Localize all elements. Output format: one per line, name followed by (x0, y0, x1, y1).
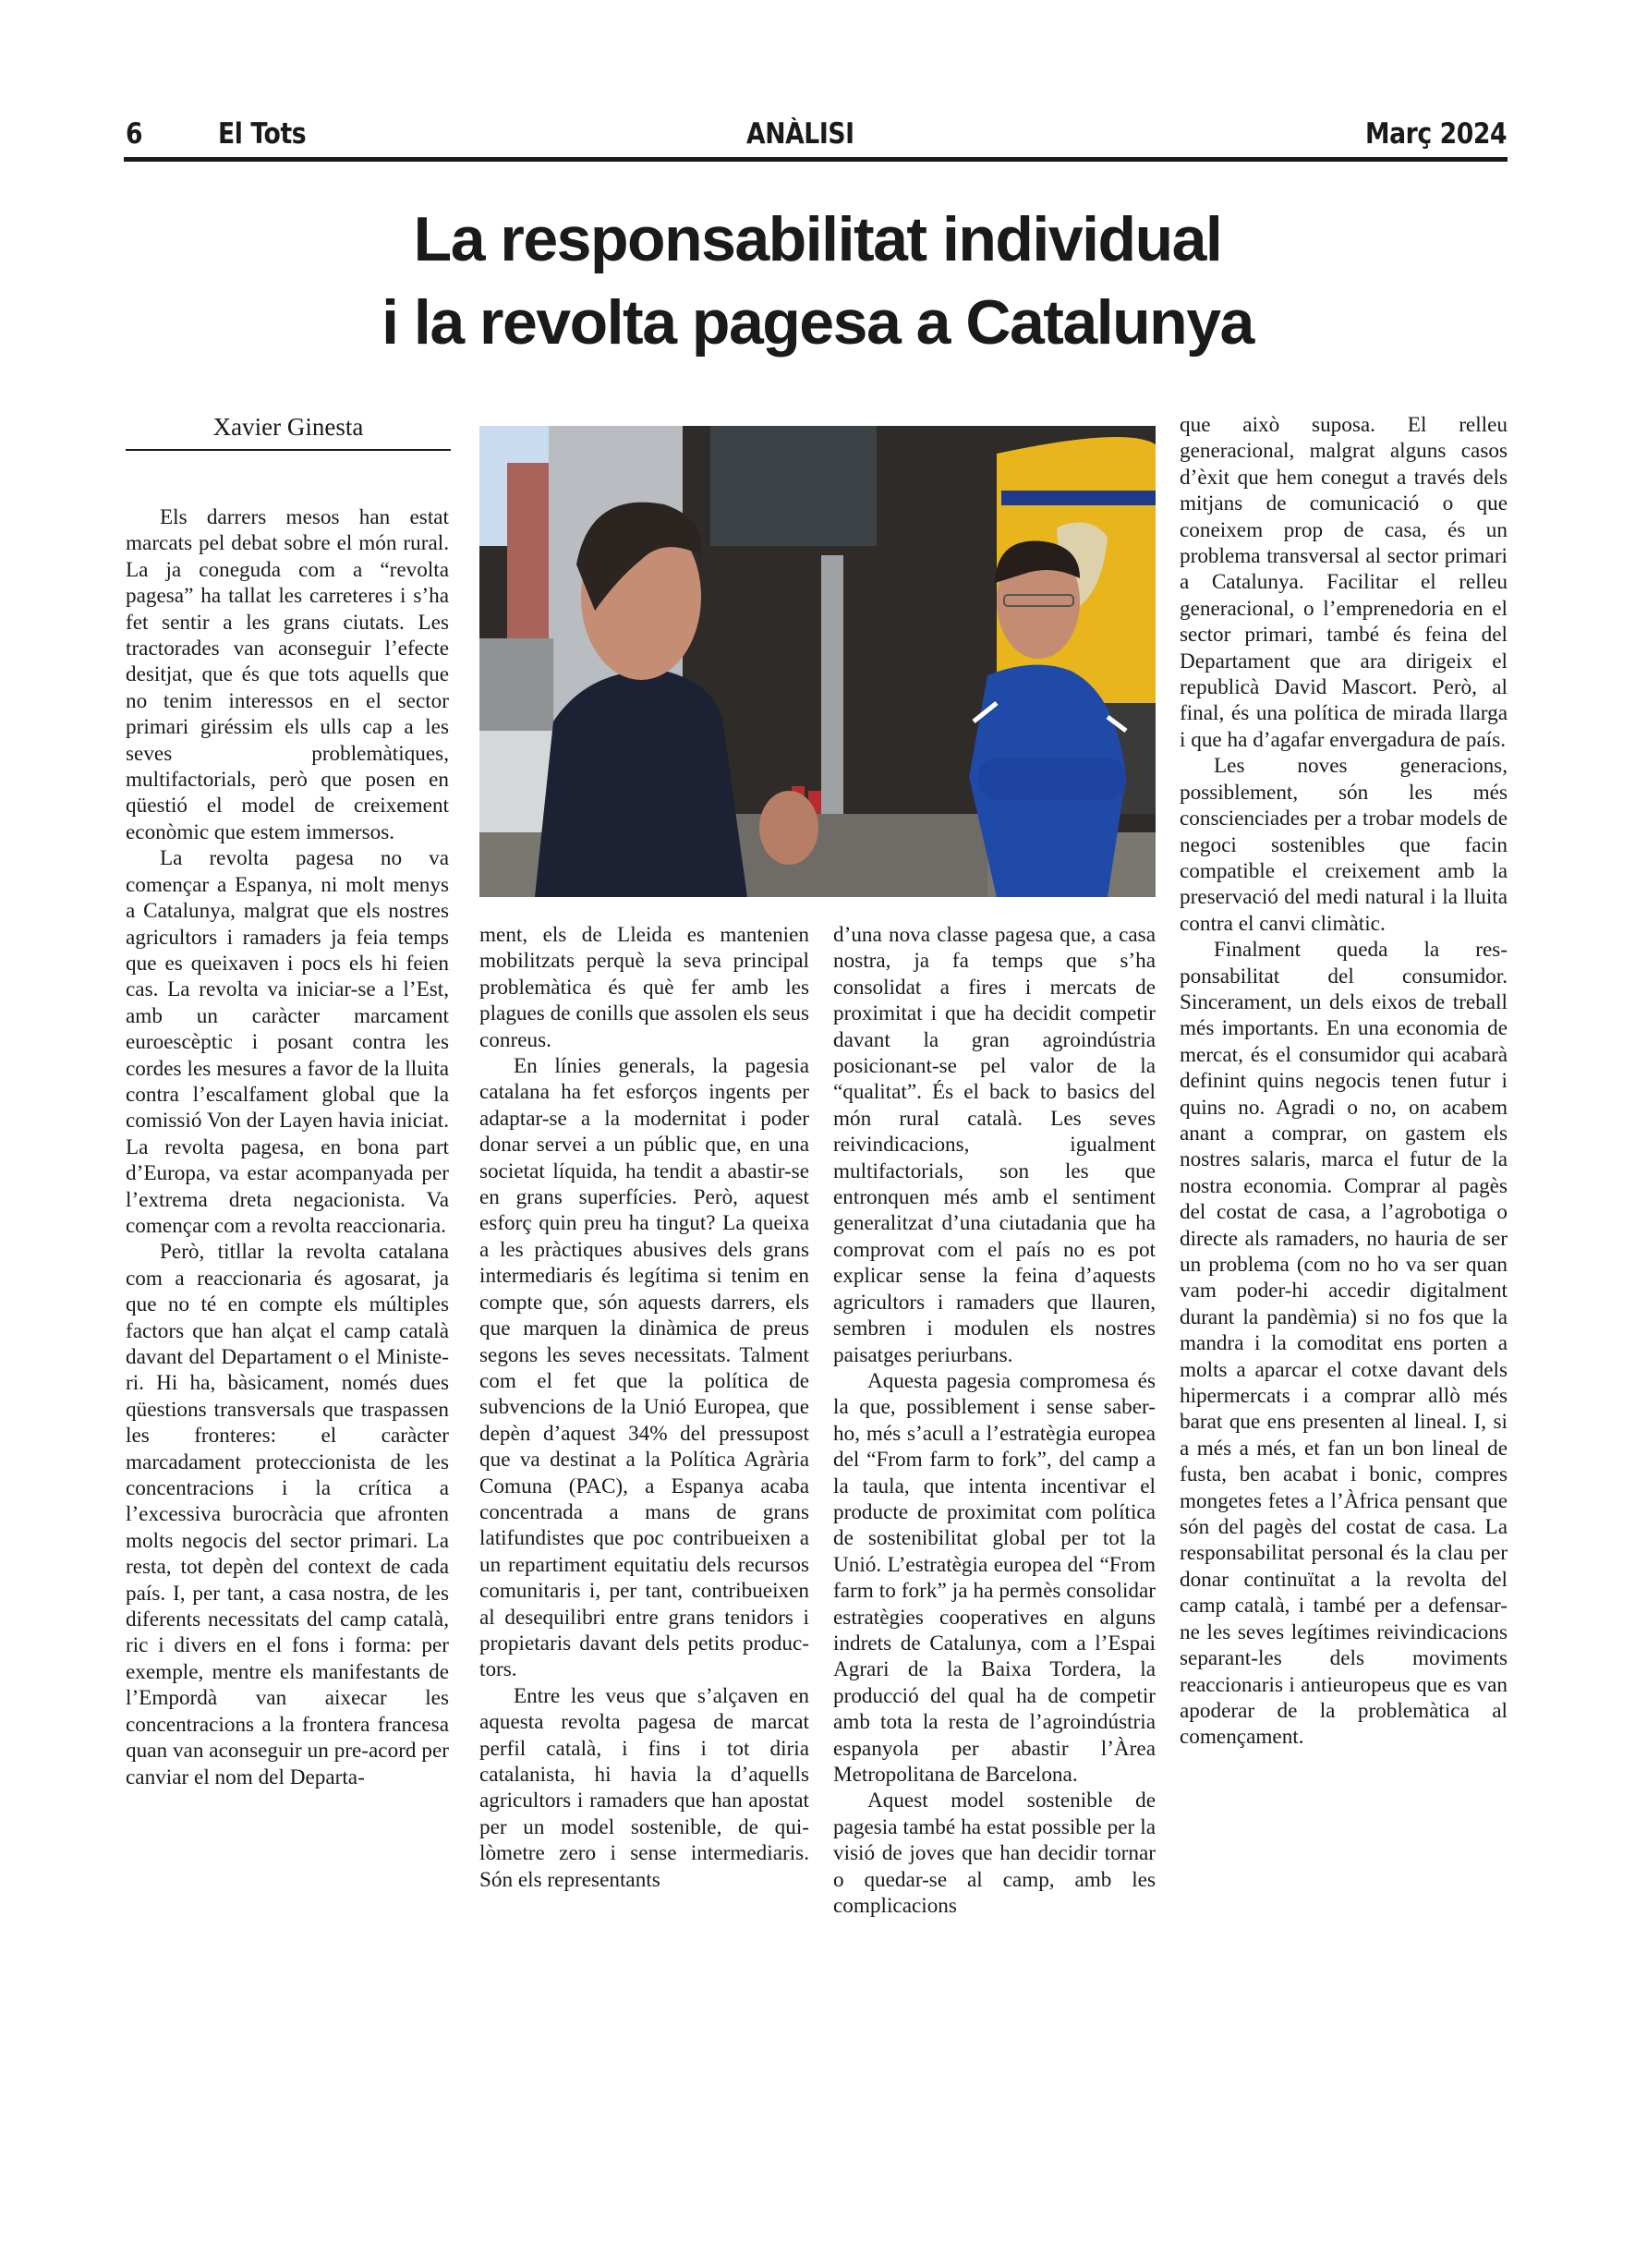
farmers-photo-illustration (479, 426, 1156, 897)
article-title-line-2: i la revolta pagesa a Catalunya (382, 287, 1254, 358)
article-paragraph: Però, titllar la revolta catalana com a reaccionaria és agosarat, ja que no té en compte els múltiples factors que han alçat el camp català davant del Departament o el Ministeri. Hi ha, bàsicament, només dues qüestions transversals que traspassen les fronteres: el caràcter marcadament proteccionista de les concentracions i la crítica a l’excessiva burocràcia que afronten molts negocis del sector primari. La resta, tot depèn del context de cada país. I, per tant, a casa nostra, de les diferents necessitats del camp català, ric i divers en el fons i forma: per exemple, mentre els manifestants de l’Empordà van aixecar les concentracions a la frontera francesa quan van aconseguir un pre-acord per canviar el nom del Departa- (126, 1240, 449, 1789)
article-paragraph: La revolta pagesa no va començar a Espanya, ni molt menys a Catalunya, malgrat que els nostres agricultors i ramaders ja feia temps que es queixaven i pocs els hi feien cas. La revolta va iniciar-se a l’Est, amb un caràcter marcament euroescèptic i posant contra les cordes les mesures a favor de la lluita contra l’escalfament global que la comissió Von der Layen havia iniciat. La revolta pagesa, en bona part d’Europa, va estar acompanyada per l’extrema dreta negacionista. Va començar com a revolta reaccionaria. (126, 846, 449, 1238)
issue-date: Març 2024 (1365, 117, 1508, 151)
byline-rule (126, 449, 451, 451)
photo-man-left-hands (759, 791, 818, 865)
article-paragraph-continued: d’una nova classe pagesa que, a casa nostra, ja fa temps que s’ha consolidat a fires i mercats de proximitat i que ha decidit competir davant la gran agroindústria posicionant-se pel valor de la “qualitat”. És el back to basics del món rural català. Les seves reivindicacions, igualment multifactorials, son les que entronquen més amb el sentiment generalitzat d’una ciutadania que ha comprovat com el país no es pot explicar sense la feina d’aquests agricultors i ramaders que llauren, sembren i modulen els nostres paisatges periurbans. (833, 923, 1156, 1367)
photo-tank-rack (710, 426, 877, 546)
article-column-2 (479, 922, 809, 1893)
article-paragraph: Aquesta pagesia compromesa és la que, possiblement i sense saber-ho, més s’acull a l’estratègia europea del “From farm to fork”, del camp a la taula, que intenta incentivar el producte de proximitat com política de sostenibilitat global per tot la Unió. L’estratègia europea del “From farm to fork” ja ha permès consolidar estratègies cooperatives en alguns indrets de Catalunya, com a l’Espai Agrari de la Baixa Tordera, la producció del qual ha de competir amb tota la resta de l’agroindústria espanyola per abastir l’Àrea Metropolitana de Barcelona. (833, 1368, 1156, 1787)
page-number: 6 (126, 117, 143, 151)
author-byline: Xavier Ginesta (212, 413, 364, 441)
photo-brick-wall (507, 463, 553, 638)
section-label: ANÀLISI (746, 117, 854, 151)
photo-ladder (821, 555, 843, 832)
article-paragraph: Aquest model sostenible de pagesia també ha estat possible per la visió de joves que han decidir tornar o quedar-se al camp, amb les complicacions (833, 1789, 1156, 1919)
article-paragraph: En línies generals, la pagesia catalana ha fet esforços ingents per adaptar-se a la modernitat i poder donar servei a un públic que, en una societat líquida, ha tendit a abastir-se en grans superfícies. Però, aquest esforç quin preu ha tingut? La queixa a les pràctiques abusives dels grans intermediaris és legítima si tenim en compte que, són aquests darrers, els que marquen la dinàmica de preus segons les seves necessitats. Talment com el fet que la política de subvencions de la Unió Europea, que depèn d’aquest 34% del pressupost que va destinat a la Política Agrària Comuna (PAC), a Espanya acaba concentrada a mans de grans latifundistes que poc contribueixen a un repartiment equitatiu dels recursos comunitaris i, per tant, contribueixen al desequilibri entre grans tenidors i propietaris davant dels petits productors. (479, 1054, 809, 1682)
article-paragraph: Finalment queda la responsabilitat del consumidor. Sincerament, un dels eixos de treball més importants. En una economia de mercat, és el consumidor qui acabarà definint quins negocis tenen futur i quins no. Agradi o no, on acabem anant a comprar, on gastem els nostres salaris, marca el futur de la nostra economia. Comprar al pagès del costat de casa, a l’agrobotiga o directe als ramaders, no hauria de ser un problema (com no ho va ser quan vam poder-hi accedir digitalment durant la pandèmia) si no fos que la mandra i la comoditat ens porten a molts a aparcar el cotxe davant dels hipermercats i a comprar allò més barat que ens presenten al lineal. I, si a més a més, et fan un bon lineal de fusta, ben acabat i bonic, compres mongetes fetes a l’Àfrica pensant que són del pagès del costat de casa. La responsabilitat personal és la clau per donar continuïtat a la revolta del camp català, i també per a defensar-ne les seves legítimes reivindicacions separant-les dels moviments reaccionaris i antieuropeus que es van apoderar de la problemàtica al començament. (1180, 938, 1508, 1750)
article-column-1 (126, 504, 449, 1790)
article-column-3 (833, 922, 1156, 1919)
publication-name: El Tots (218, 117, 307, 151)
photo-man-right-arms (978, 758, 1126, 800)
article-paragraph: Els darrers mesos han estat marcats pel debat sobre el món rural. La ja coneguda com a “revolta pagesa” ha tallat les carreteres i s’ha fet sentir a les grans ciutats. Les tractorades van aconseguir l’efecte desitjat, que és que tots aquells que no tenim interessos en el sector primari giréssim els ulls cap a les seves problemàtiques, multifactorials, però que posen en qüestió el model de creixement econòmic que estem immersos. (126, 505, 449, 844)
article-column-4 (1180, 412, 1508, 1751)
article-paragraph: Entre les veus que s’alçaven en aquesta revolta pagesa de marcat perfil català, i fins i tot diria catalanista, hi havia la d’aquells agricultors i ramaders que han apostat per un model sostenible, de quilòmetre zero i sense intermediaris. Són els representants (479, 1683, 809, 1892)
header-rule (124, 157, 1508, 162)
article-paragraph-continued: que això suposa. El relleu generacional, malgrat alguns casos d’èxit que hem conegut a través dels mitjans de comunicació o que coneixem prop de casa, és un problema transversal al sector primari a Catalunya. Facilitar el relleu generacional, o l’emprenedoria en el sector primari, també és feina del Departament que ara dirigeix el republicà David Mascort. Però, al final, és una política de mirada llarga i que ha d’agafar envergadura de país. (1180, 413, 1508, 752)
article-photo (479, 426, 1156, 897)
article-paragraph-continued: ment, els de Lleida es mantenien mobilitzats perquè la seva principal problemàtica és què fer amb les plagues de conills que assolen els seus conreus. (479, 923, 809, 1052)
photo-tractor-stripe (1001, 491, 1156, 505)
article-title-line-1: La responsabilitat individual (413, 204, 1222, 274)
article-paragraph: Les noves generacions, possiblement, són les més conscienciades per a trobar models de negoci sostenibles que facin compatible el creixement amb la preservació del medi natural i la lluita contra el canvi climàtic. (1180, 754, 1508, 936)
